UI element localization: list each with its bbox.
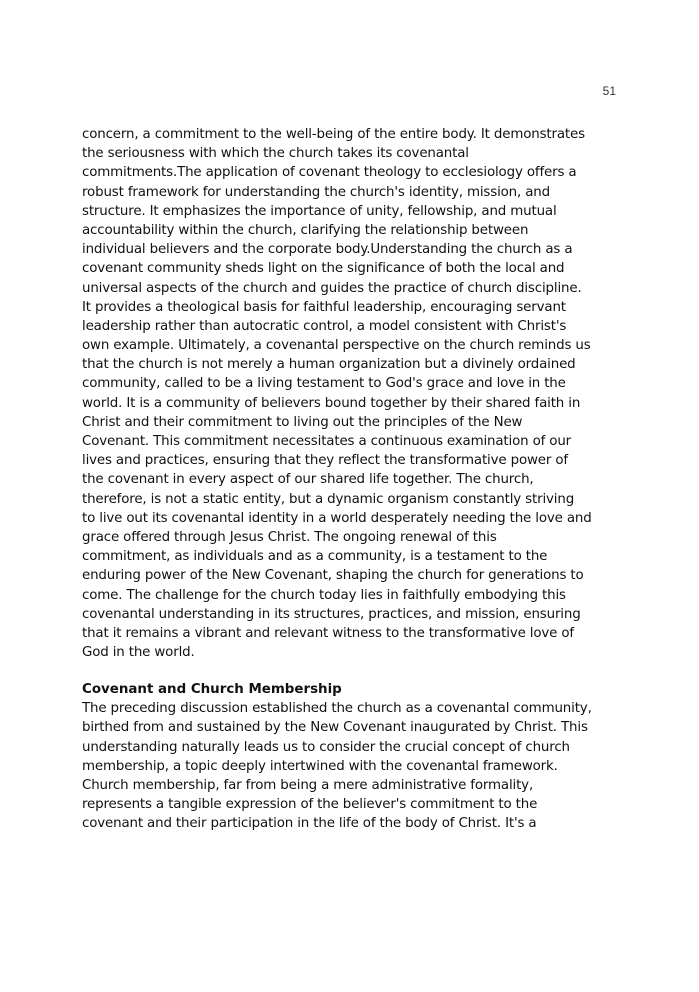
body-paragraph	[82, 699, 627, 833]
text-line: Covenant. This commitment necessitates a continuous examination of our	[82, 434, 572, 449]
text-line: robust framework for understanding the church's identity, mission, and	[82, 184, 550, 200]
body-paragraph	[82, 125, 627, 662]
text-line: represents a tangible expression of the believer's commitment to the	[82, 797, 538, 813]
text-line: leadership rather than autocratic control, a model consistent with Christ's	[82, 318, 567, 334]
text-line: It provides a theological basis for faithful leadership, encouraging servant	[82, 299, 566, 315]
text-line: lives and practices, ensuring that they reflect the transformative power of	[82, 453, 568, 469]
text-line: that it remains a vibrant and relevant witness to the transformative love of	[82, 625, 574, 641]
section	[82, 680, 627, 834]
text-line: community, called to be a living testament to God's grace and love in the	[82, 376, 566, 392]
text-line: commitments.The application of covenant theology to ecclesiology offers a	[82, 165, 577, 181]
text-line: structure. It emphasizes the importance of unity, fellowship, and mutual	[82, 203, 557, 219]
text-line: understanding naturally leads us to consider the crucial concept of church	[82, 739, 570, 755]
text-line: birthed from and sustained by the New Covenant inaugurated by Christ. This	[82, 720, 588, 736]
text-line: The preceding discussion established the church as a covenantal community,	[82, 701, 592, 717]
text-line: Christ and their commitment to living out the principles of the New	[82, 414, 523, 430]
text-line: universal aspects of the church and guides the practice of church discipline.	[82, 280, 582, 296]
text-line: individual believers and the corporate body.Understanding the church as a	[82, 242, 573, 258]
text-line: own example. Ultimately, a covenantal perspective on the church reminds us	[82, 338, 591, 354]
text-line: the covenant in every aspect of our shared life together. The church,	[82, 472, 534, 488]
text-line: commitment, as individuals and as a community, is a testament to the	[82, 549, 548, 565]
text-line: to live out its covenantal identity in a world desperately needing the love and	[82, 510, 592, 526]
text-line: therefore, is not a static entity, but a dynamic organism constantly striving	[82, 491, 575, 507]
text-line: God in the world.	[82, 645, 195, 661]
text-line: enduring power of the New Covenant, shaping the church for generations to	[82, 568, 584, 584]
section-heading: Covenant and Church Membership	[82, 682, 342, 697]
text-line: accountability within the church, clarifying the relationship between	[82, 222, 529, 238]
text-line: concern, a commitment to the well-being of the entire body. It demonstrates	[82, 127, 585, 142]
text-line: world. It is a community of believers bound together by their shared faith in	[82, 395, 581, 411]
text-line: the seriousness with which the church takes its covenantal	[82, 146, 469, 162]
text-line: covenantal understanding in its structures, practices, and mission, ensuring	[82, 606, 581, 622]
text-line: come. The challenge for the church today lies in faithfully embodying this	[82, 587, 566, 603]
text-line: Church membership, far from being a mere administrative formality,	[82, 777, 534, 793]
text-line: grace offered through Jesus Christ. The ongoing renewal of this	[82, 529, 497, 545]
text-line: covenant and their participation in the life of the body of Christ. It's a	[82, 816, 537, 832]
text-line: that the church is not merely a human organization but a divinely ordained	[82, 357, 576, 373]
page-number: 51	[602, 84, 616, 98]
text-line: membership, a topic deeply intertwined with the covenantal framework.	[82, 758, 558, 774]
text-line: covenant community sheds light on the significance of both the local and	[82, 261, 565, 277]
